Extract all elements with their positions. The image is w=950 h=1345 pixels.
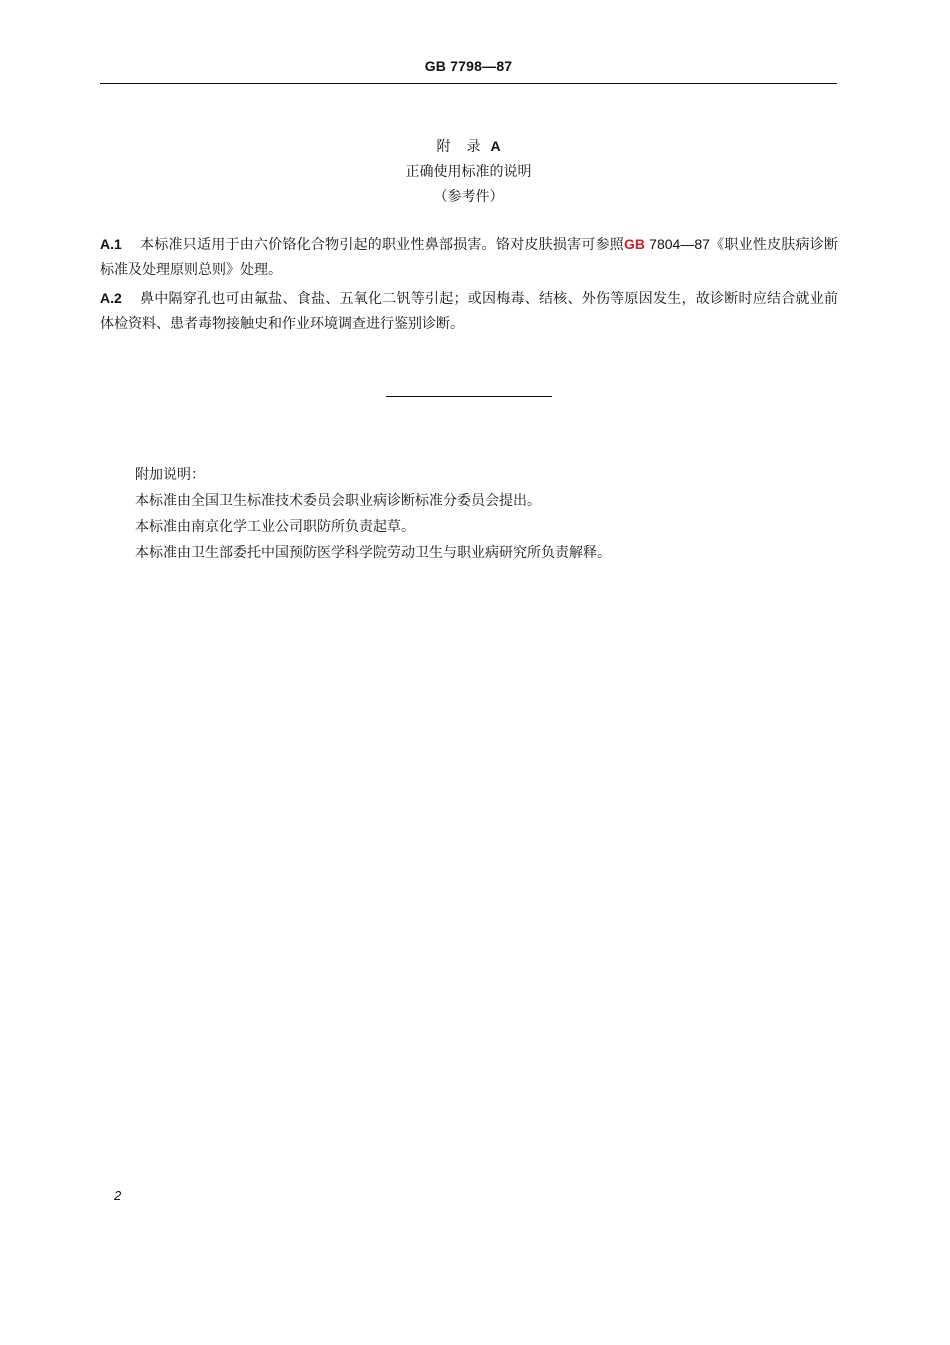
clause-a1-reference-number: 7804—87 — [645, 236, 710, 252]
additional-notes-heading: 附加说明： — [135, 467, 205, 483]
appendix-label — [100, 136, 837, 156]
end-of-text-rule — [386, 396, 552, 397]
clause-a2-text: 鼻中隔穿孔也可由氟盐、食盐、五氧化二钒等引起；或因梅毒、结核、外伤等原因发生，故诊断时应结合就业前体检资料、患者毒物接触史和作业环境调查进行鉴别诊断。 — [100, 291, 838, 332]
page-header-standard-code: GB 7798—87 — [424, 58, 513, 74]
clause-a1-text-after: 《职业性皮肤病诊断标准及处理原则总则》处理。 — [100, 237, 839, 278]
page-number: 2 — [114, 1188, 122, 1203]
appendix-label-word2: 录 — [466, 139, 481, 155]
header-divider — [100, 83, 837, 84]
additional-notes — [135, 462, 835, 566]
additional-note-line: 本标准由卫生部委托中国预防医学科学院劳动卫生与职业病研究所负责解释。 — [135, 545, 611, 561]
clause-a1-number: A.1 — [100, 236, 122, 252]
clause-a1-text-before: 本标准只适用于由六价铬化合物引起的职业性鼻部损害。铬对皮肤损害可参照 — [139, 237, 625, 253]
appendix-label-word1: 附 — [436, 139, 451, 155]
appendix-title: 正确使用标准的说明 — [405, 164, 532, 180]
clause-a2 — [100, 286, 838, 336]
additional-note-line: 本标准由南京化学工业公司职防所负责起草。 — [135, 519, 415, 535]
appendix-label-letter: A — [490, 138, 501, 154]
appendix-subtitle: （参考件） — [433, 189, 504, 205]
clause-a2-number: A.2 — [100, 290, 122, 306]
clause-a1 — [100, 232, 838, 282]
clause-a1-reference-prefix: GB — [624, 236, 646, 252]
additional-note-line: 本标准由全国卫生标准技术委员会职业病诊断标准分委员会提出。 — [135, 493, 541, 509]
